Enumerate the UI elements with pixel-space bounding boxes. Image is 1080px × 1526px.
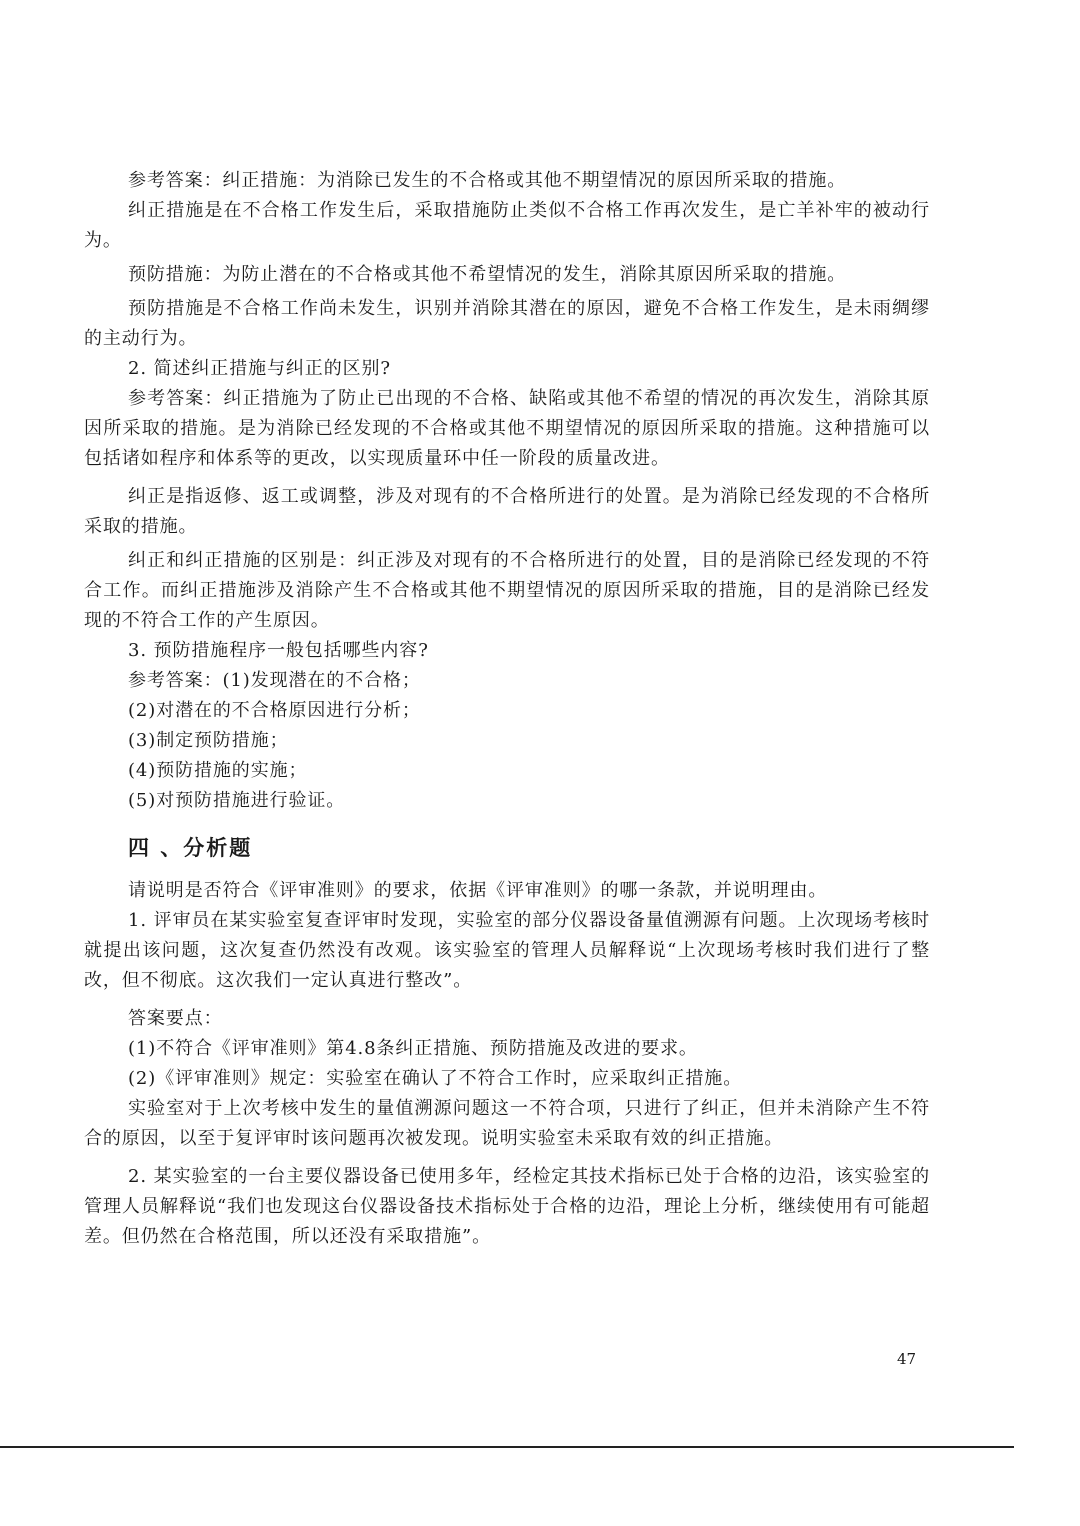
page-content xyxy=(84,166,930,1252)
list-item: (3)制定预防措施； xyxy=(128,730,289,751)
bottom-divider xyxy=(0,1446,1014,1448)
answer-heading: 答案要点： xyxy=(128,1008,223,1029)
page-number: 47 xyxy=(897,1350,917,1368)
answer-paragraph: 纠正措施是在不合格工作发生后，采取措施防止类似不合格工作再次发生，是亡羊补牢的被动行为。 xyxy=(84,200,930,251)
question-heading: 3. 预防措施程序一般包括哪些内容? xyxy=(128,640,429,661)
answer-point: (2)《评审准则》规定：实验室在确认了不符合工作时，应采取纠正措施。 xyxy=(128,1068,743,1089)
instruction-paragraph: 请说明是否符合《评审准则》的要求，依据《评审准则》的哪一条款，并说明理由。 xyxy=(128,880,828,901)
list-item: 参考答案：(1)发现潜在的不合格； xyxy=(128,670,421,691)
list-item: (5)对预防措施进行验证。 xyxy=(128,790,346,811)
list-item: (4)预防措施的实施； xyxy=(128,760,308,781)
answer-paragraph: 预防措施是不合格工作尚未发生，识别并消除其潜在的原因，避免不合格工作发生，是未雨绸缪的主动行为。 xyxy=(84,298,930,349)
case-paragraph: 1. 评审员在某实验室复查评审时发现，实验室的部分仪器设备量值溯源有问题。上次现场考核时就提出该问题，这次复查仍然没有改观。该实验室的管理人员解释说“上次现场考核时我们进行了整改，但不彻底。这次我们一定认真进行整改”。 xyxy=(84,910,930,991)
answer-paragraph: 实验室对于上次考核中发生的量值溯源问题这一不符合项，只进行了纠正，但并未消除产生不符合的原因，以至于复评审时该问题再次被发现。说明实验室未采取有效的纠正措施。 xyxy=(84,1098,930,1149)
answer-paragraph: 参考答案：纠正措施：为消除已发生的不合格或其他不期望情况的原因所采取的措施。 xyxy=(128,170,847,191)
list-item: (2)对潜在的不合格原因进行分析； xyxy=(128,700,421,721)
question-heading: 2. 简述纠正措施与纠正的区别? xyxy=(128,358,391,379)
case-paragraph: 2. 某实验室的一台主要仪器设备已使用多年，经检定其技术指标已处于合格的边沿，该实验室的管理人员解释说“我们也发现这台仪器设备技术指标处于合格的边沿，理论上分析，继续使用有可能超差。但仍然在合格范围，所以还没有采取措施”。 xyxy=(84,1166,930,1247)
answer-point: (1)不符合《评审准则》第4.8条纠正措施、预防措施及改进的要求。 xyxy=(128,1038,698,1059)
answer-paragraph: 预防措施：为防止潜在的不合格或其他不希望情况的发生，消除其原因所采取的措施。 xyxy=(128,264,847,285)
answer-paragraph: 纠正是指返修、返工或调整，涉及对现有的不合格所进行的处置。是为消除已经发现的不合格所采取的措施。 xyxy=(84,486,930,537)
section-heading: 四 、分析题 xyxy=(128,836,253,860)
answer-paragraph: 参考答案：纠正措施为了防止已出现的不合格、缺陷或其他不希望的情况的再次发生，消除其原因所采取的措施。是为消除已经发现的不合格或其他不期望情况的原因所采取的措施。这种措施可以包括诸如程序和体系等的更改，以实现质量环中任一阶段的质量改进。 xyxy=(84,388,930,469)
answer-paragraph: 纠正和纠正措施的区别是：纠正涉及对现有的不合格所进行的处置，目的是消除已经发现的不符合工作。而纠正措施涉及消除产生不合格或其他不期望情况的原因所采取的措施，目的是消除已经发现的不符合工作的产生原因。 xyxy=(84,550,930,631)
